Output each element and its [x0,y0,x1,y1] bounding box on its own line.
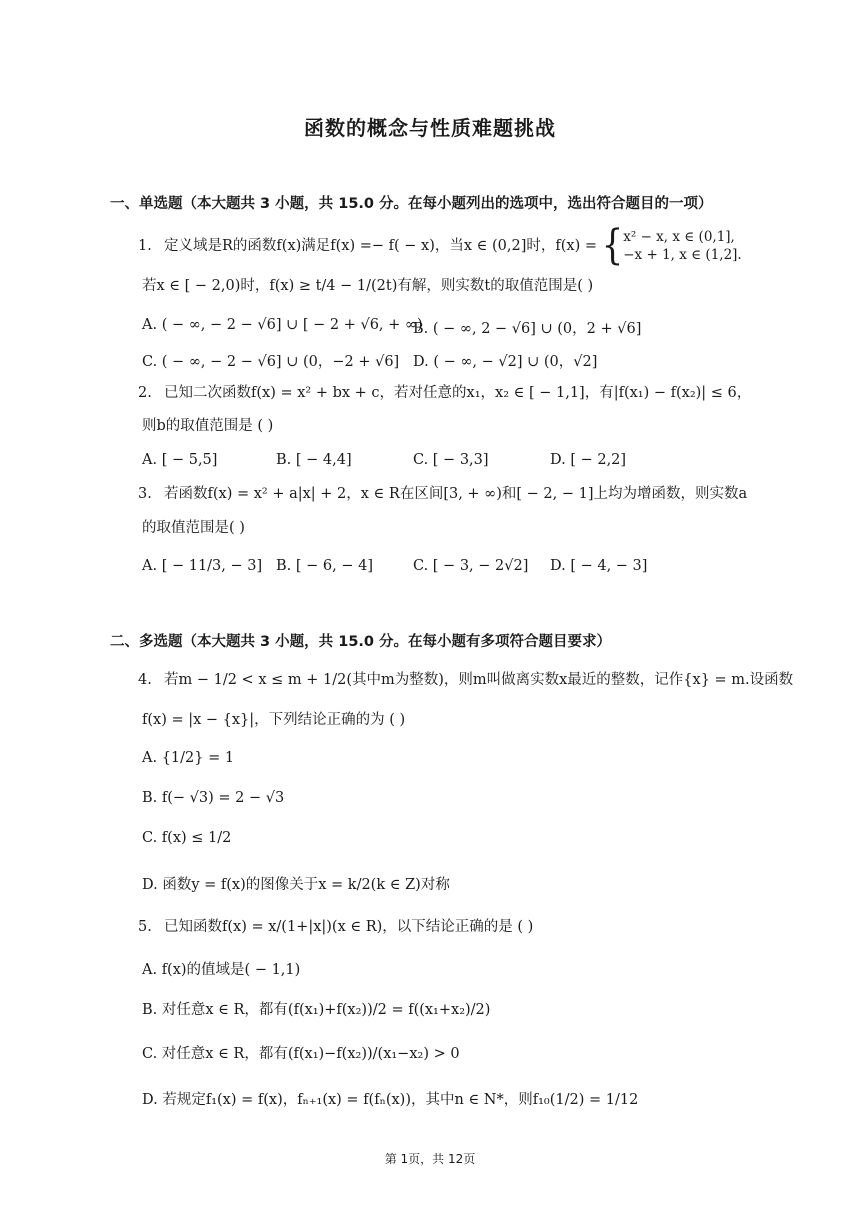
question-5-line-1 [138,917,533,937]
q4-option-a: A. {1/2} = 1 [142,750,235,766]
question-text: 定义域是R的函数f(x)满足f(x) =− f( − x)，当x ∈ (0,2]时，f(x) = [164,238,597,254]
question-2-line-1 [138,383,751,403]
q4-option-c: C. f(x) ≤ 1/2 [142,830,232,846]
question-4-line-2: f(x) = |x − {x}|，下列结论正确的为 ( ) [142,712,406,728]
piece-2: −x + 1, x ∈ (1,2]. [623,247,742,263]
q2-option-d: D. [ − 2,2] [550,452,627,468]
page-footer: 第 1页，共 12页 [384,1152,476,1166]
question-text: 已知函数f(x) = x/(1+|x|)(x ∈ R)，以下结论正确的是 ( ) [164,919,534,935]
q4-option-b: B. f(− √3) = 2 − √3 [142,790,285,806]
question-3-line-1 [138,484,747,504]
q4-option-d: D. 函数y = f(x)的图像关于x = k/2(k ∈ Z)对称 [142,877,450,893]
question-1-line-2: 若x ∈ [ − 2,0)时，f(x) ≥ t/4 − 1/(2t)有解，则实数t的取值范围是( ) [142,278,594,294]
section-heading-multiple-choice: 二、多选题（本大题共 3 小题，共 15.0 分。在每小题有多项符合题目要求） [110,634,612,650]
section-heading-single-choice: 一、单选题（本大题共 3 小题，共 15.0 分。在每小题列出的选项中，选出符合题目的一项） [110,196,713,212]
question-number: 3. [138,486,152,502]
q5-option-b: B. 对任意x ∈ R，都有(f(x₁)+f(x₂))/2 = f((x₁+x₂)/2) [142,1002,491,1018]
q1-option-b: B. ( − ∞, 2 − √6] ∪ (0，2 + √6] [413,321,642,337]
question-text: 已知二次函数f(x) = x² + bx + c，若对任意的x₁，x₂ ∈ [ − 1,1]，有|f(x₁) − f(x₂)| ≤ 6， [164,385,752,401]
q2-option-a: A. [ − 5,5] [142,452,218,468]
question-number: 1. [138,238,152,254]
question-number: 4. [138,672,152,688]
q5-option-d: D. 若规定f₁(x) = f(x)，fₙ₊₁(x) = f(fₙ(x))，其中n ∈ N*，则f₁₀(1/2) = 1/12 [142,1092,639,1108]
q3-option-b: B. [ − 6, − 4] [276,558,373,574]
q3-option-d: D. [ − 4, − 3] [550,558,648,574]
question-text: 若函数f(x) = x² + a|x| + 2，x ∈ R在区间[3, + ∞)和[ − 2, − 1]上均为增函数，则实数a [164,486,748,502]
question-4-line-1 [138,670,793,690]
question-number: 5. [138,919,152,935]
question-text: 若m − 1/2 < x ≤ m + 1/2(其中m为整数)，则m叫做离实数x最近的整数，记作{x} = m.设函数 [164,672,794,688]
piecewise-brace: { [601,222,624,270]
q3-option-a: A. [ − 11/3, − 3] [142,558,263,574]
page-title: 函数的概念与性质难题挑战 [304,116,556,140]
question-2-line-2: 则b的取值范围是 ( ) [142,418,274,434]
piece-1: x² − x, x ∈ (0,1], [623,229,735,245]
question-number: 2. [138,385,152,401]
q1-option-d: D. ( − ∞, − √2] ∪ (0，√2] [413,354,598,370]
question-3-line-2: 的取值范围是( ) [142,520,245,536]
q2-option-c: C. [ − 3,3] [413,452,489,468]
q2-option-b: B. [ − 4,4] [276,452,352,468]
piecewise-definition [623,228,741,264]
q3-option-c: C. [ − 3, − 2√2] [413,558,529,574]
q1-option-c: C. ( − ∞, − 2 − √6] ∪ (0，−2 + √6] [142,354,400,370]
q5-option-c: C. 对任意x ∈ R，都有(f(x₁)−f(x₂))/(x₁−x₂) > 0 [142,1046,460,1062]
question-1-line-1 [138,222,742,270]
q1-option-a: A. ( − ∞, − 2 − √6] ∪ [ − 2 + √6, + ∞) [142,317,423,333]
q5-option-a: A. f(x)的值域是( − 1,1) [142,962,301,978]
